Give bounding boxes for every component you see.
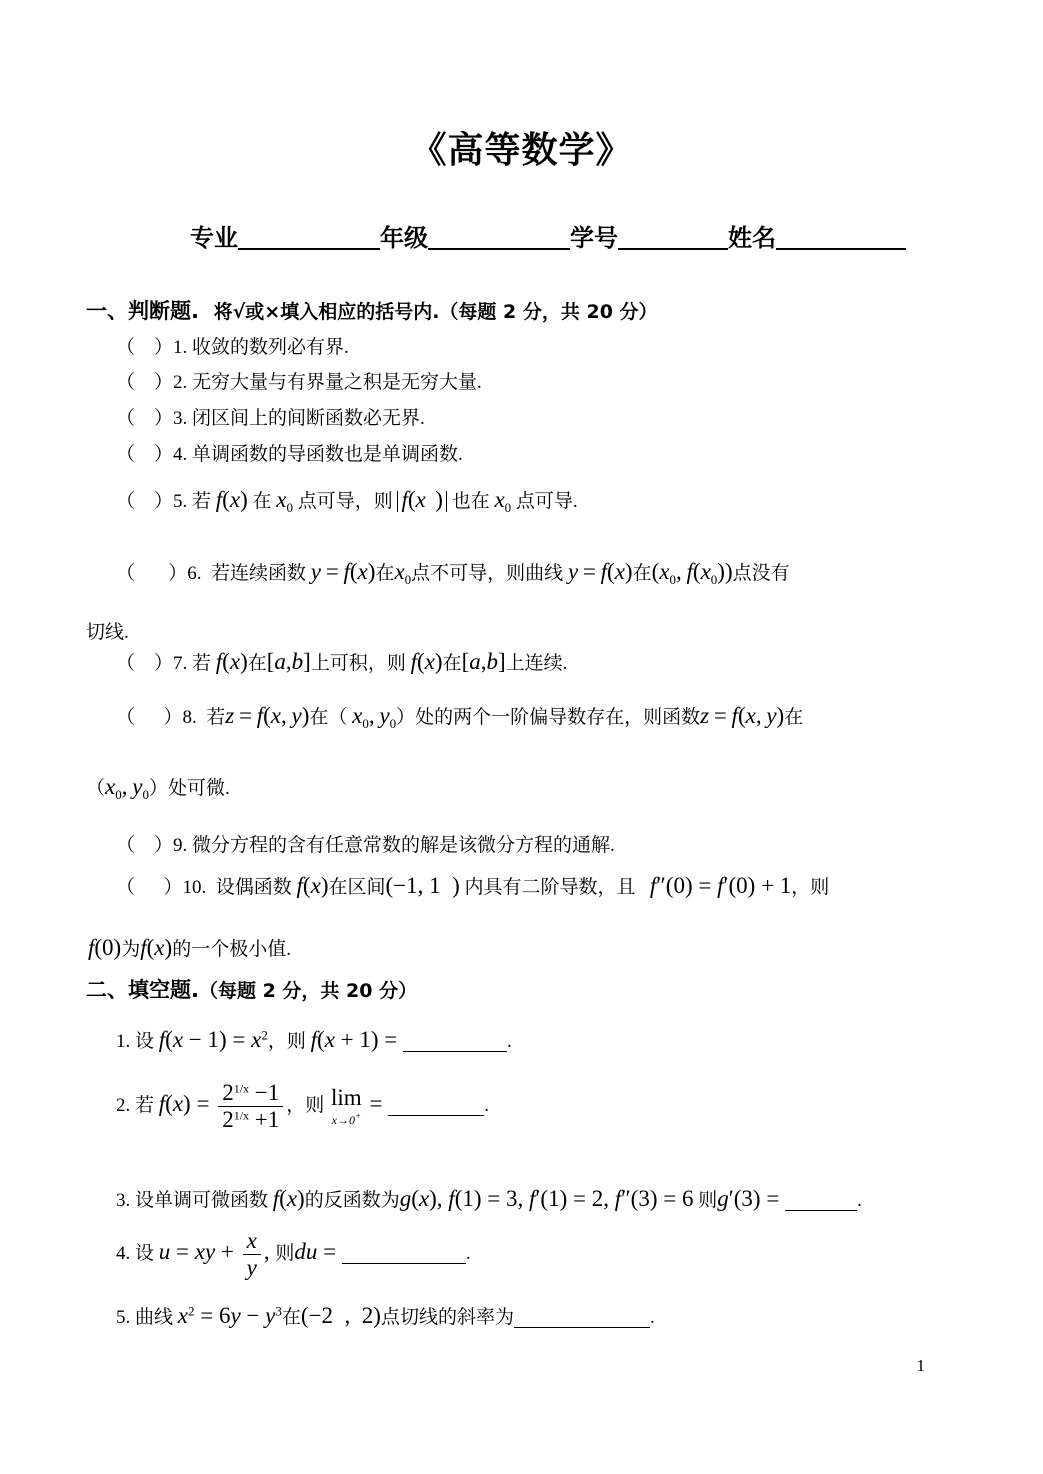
student-info-line xyxy=(190,218,906,253)
section1-title: 一、判断题. xyxy=(86,299,199,323)
answer-bracket[interactable]: （ ） xyxy=(116,877,183,898)
name-label: 姓名 xyxy=(728,224,776,252)
answer-blank[interactable] xyxy=(785,1188,857,1211)
judge-item-5: （ ）5. 若 f(x) 在 $x_0$ 点可导，则 f(x ) 也在 $x_0$ 点可导. xyxy=(116,487,578,515)
answer-bracket[interactable]: （ ） xyxy=(116,707,183,728)
answer-bracket[interactable]: （ ） xyxy=(116,408,174,429)
judge-item-8: （ ）8. 若z = f(x, y)在（ $x_0$, $y_0$）处的两个一阶偏导数存在，则函数z = f(x, y)在 xyxy=(116,703,804,731)
judge-item-6-cont: 切线. xyxy=(86,622,129,643)
answer-blank[interactable] xyxy=(514,1305,650,1328)
judge-item-6: （ ）6. 若连续函数 y = f(x)在$x_0$点不可导，则曲线 y = f(x)在($x_0$, $f(x_0)$)点没有 xyxy=(116,559,790,587)
student-id-field[interactable] xyxy=(618,226,728,250)
judge-item-10-cont: f(0)为f(x)的一个极小值. xyxy=(88,935,291,960)
student-id-label: 学号 xyxy=(570,224,618,252)
answer-bracket[interactable]: （ ） xyxy=(116,372,174,393)
page-number: 1 xyxy=(916,1356,925,1375)
judge-item-8-cont: （$x_0$, $y_0$）处可微. xyxy=(86,774,230,802)
answer-blank[interactable] xyxy=(388,1093,484,1116)
grade-label: 年级 xyxy=(380,224,428,252)
name-field[interactable] xyxy=(776,226,906,250)
answer-bracket[interactable]: （ ） xyxy=(116,491,174,512)
answer-blank[interactable] xyxy=(403,1029,507,1052)
page-title: 《高等数学》 xyxy=(410,130,633,171)
fill-item-1: 1. 设 $f(x - 1) = x^2$，则 f(x + 1) = . xyxy=(116,1027,512,1052)
fill-item-3: 3. 设单调可微函数 f(x)的反函数为g(x), f(1) = 3, f′(1) = 2, f″(3) = 6 则g′(3) = . xyxy=(116,1186,862,1211)
answer-blank[interactable] xyxy=(342,1241,466,1264)
major-label: 专业 xyxy=(190,224,238,252)
judge-item-2: （ ）2. 无穷大量与有界量之积是无穷大量. xyxy=(116,372,482,393)
answer-bracket[interactable]: （ ） xyxy=(116,653,174,674)
judge-item-7: （ ）7. 若 f(x)在[a,b]上可积，则 f(x)在[a,b]上连续. xyxy=(116,649,568,674)
answer-bracket[interactable]: （ ） xyxy=(116,444,174,465)
fill-item-5: 5. 曲线 $x^2 = 6y - y^3$在(−2 , 2)点切线的斜率为 . xyxy=(116,1303,655,1328)
judge-item-10: （ ）10. 设偶函数 f(x)在区间(−1, 1 ) 内具有二阶导数，且 f″(0) = f′(0) + 1，则 xyxy=(116,873,830,898)
judge-item-3: （ ）3. 闭区间上的间断函数必无界. xyxy=(116,408,425,429)
section1-note: 将√或×填入相应的括号内.（每题 2 分，共 20 分） xyxy=(213,301,658,323)
judge-item-1: （ ）1. 收敛的数列必有界. xyxy=(116,337,349,358)
judge-item-4: （ ）4. 单调函数的导函数也是单调函数. xyxy=(116,444,463,465)
answer-bracket[interactable]: （ ） xyxy=(116,835,174,856)
fill-item-4: 4. 设 u = xy + $\frac{x}{y}$ , 则du = . xyxy=(116,1228,471,1280)
fraction: $\frac{2^{1/x} -1}{2^{1/x} +1}$ xyxy=(218,1080,283,1133)
section2-title: 二、填空题. xyxy=(86,978,199,1002)
grade-field[interactable] xyxy=(428,226,570,250)
judge-item-9: （ ）9. 微分方程的含有任意常数的解是该微分方程的通解. xyxy=(116,835,615,856)
answer-bracket[interactable]: （ ） xyxy=(116,337,174,358)
section2-note: （每题 2 分，共 20 分） xyxy=(198,980,418,1002)
fill-item-2: 2. 若 f(x) = $\frac{2^{1/x} -1}{2^{1/x} +1}$ ，则 lim x→0+ = . xyxy=(116,1080,489,1132)
answer-bracket[interactable]: （ ） xyxy=(116,563,188,584)
major-field[interactable] xyxy=(238,226,380,250)
section1-heading xyxy=(86,295,658,325)
section2-heading xyxy=(86,974,417,1004)
